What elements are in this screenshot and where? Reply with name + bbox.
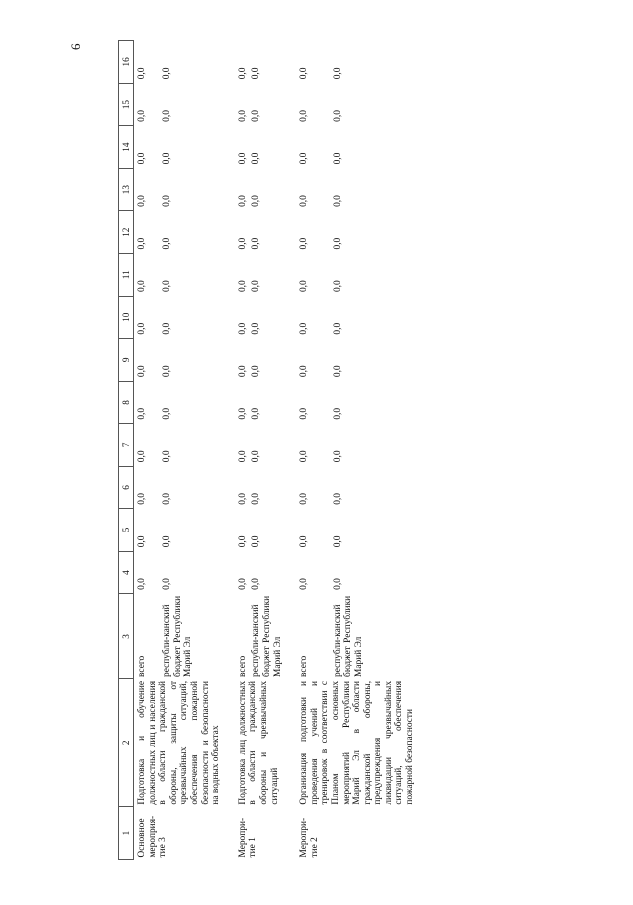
value-cell: 0,0 <box>237 365 248 378</box>
value-cell: 0,0 <box>332 535 343 548</box>
block-spacer <box>222 41 235 860</box>
column-header: 11 <box>119 253 134 296</box>
value-cell: 0,0 <box>251 493 262 505</box>
value-cell: 0,0 <box>137 578 147 590</box>
value-cell: 0,0 <box>137 365 147 378</box>
value-cell: 0,0 <box>299 110 310 122</box>
column-header: 9 <box>119 339 134 382</box>
value-cell: 0,0 <box>299 365 310 378</box>
value-cell: 0,0 <box>299 407 310 420</box>
value-cell: 0,0 <box>237 450 248 463</box>
table-row <box>235 41 249 860</box>
value-cell: 0,0 <box>161 365 172 378</box>
value-cell: 0,0 <box>332 322 343 335</box>
column-header: 13 <box>119 168 134 211</box>
value-cell: 0,0 <box>332 578 343 590</box>
budget-table-sheet <box>118 40 538 860</box>
value-cell: 0,0 <box>332 67 343 80</box>
value-cell: 0,0 <box>137 450 147 463</box>
value-cell: 0,0 <box>251 322 262 335</box>
column-header: 14 <box>119 126 134 169</box>
value-cell: 0,0 <box>237 67 248 80</box>
value-cell: 0,0 <box>251 110 262 122</box>
value-cell: 0,0 <box>299 280 310 293</box>
column-header: 10 <box>119 296 134 339</box>
measure-title-cell: Подготовка и обучение должностных лиц и населения в области гражданской обороны, защиты от чрезвычайных ситуаций, обеспечения пожарной безопасности и безопасности на водных объектах <box>137 680 222 805</box>
value-cell: 0,0 <box>237 152 248 165</box>
value-cell: 0,0 <box>137 152 147 165</box>
value-cell: 0,0 <box>299 578 310 590</box>
value-cell: 0,0 <box>251 365 262 378</box>
value-cell: 0,0 <box>332 237 343 250</box>
value-cell: 0,0 <box>299 195 310 207</box>
value-cell: 0,0 <box>299 322 310 335</box>
value-cell: 0,0 <box>299 535 310 548</box>
table-row <box>296 41 330 860</box>
value-cell: 0,0 <box>161 237 172 250</box>
table-body <box>134 41 416 860</box>
value-cell: 0,0 <box>332 110 343 122</box>
column-header: 7 <box>119 424 134 467</box>
value-cell: 0,0 <box>237 195 248 207</box>
column-header: 8 <box>119 381 134 424</box>
value-cell: 0,0 <box>332 493 343 505</box>
value-cell: 0,0 <box>137 110 147 122</box>
column-header: 2 <box>119 679 134 807</box>
table-row <box>134 41 159 860</box>
column-header: 6 <box>119 466 134 509</box>
value-cell: 0,0 <box>251 152 262 165</box>
value-cell: 0,0 <box>251 578 262 590</box>
value-cell: 0,0 <box>161 450 172 463</box>
value-cell: 0,0 <box>137 195 147 207</box>
funding-source-cell: всего <box>237 655 248 677</box>
column-header: 15 <box>119 83 134 126</box>
value-cell: 0,0 <box>237 237 248 250</box>
value-cell: 0,0 <box>237 280 248 293</box>
value-cell: 0,0 <box>237 578 248 590</box>
funding-source-cell: республи-канский бюджет Республики Марий Эл <box>332 595 364 677</box>
value-cell: 0,0 <box>299 152 310 165</box>
column-header: 1 <box>119 807 134 860</box>
value-cell: 0,0 <box>299 67 310 80</box>
spacer-cell <box>283 41 296 860</box>
value-cell: 0,0 <box>161 493 172 505</box>
value-cell: 0,0 <box>332 280 343 293</box>
value-cell: 0,0 <box>137 322 147 335</box>
value-cell: 0,0 <box>251 67 262 80</box>
value-cell: 0,0 <box>161 152 172 165</box>
value-cell: 0,0 <box>251 195 262 207</box>
value-cell: 0,0 <box>137 407 147 420</box>
funding-source-cell: республи-канский бюджет Республики Марий Эл <box>251 595 283 677</box>
value-cell: 0,0 <box>137 535 147 548</box>
block-spacer <box>283 41 296 860</box>
value-cell: 0,0 <box>161 67 172 80</box>
value-cell: 0,0 <box>137 67 147 80</box>
value-cell: 0,0 <box>161 195 172 207</box>
value-cell: 0,0 <box>299 237 310 250</box>
value-cell: 0,0 <box>237 110 248 122</box>
value-cell: 0,0 <box>237 322 248 335</box>
value-cell: 0,0 <box>237 535 248 548</box>
value-cell: 0,0 <box>161 535 172 548</box>
measure-title-cell: Организация подготовки и проведения учений и тренировок в соответствии с Планом основных мероприятий Республики Марий Эл в области гражданской обороны, предупреждения и ликвидации чрезвычайных ситуаций, обеспечения пожарной безопасности <box>299 680 416 805</box>
column-header: 12 <box>119 211 134 254</box>
budget-table <box>118 40 416 860</box>
value-cell: 0,0 <box>161 578 172 590</box>
spacer-cell <box>222 41 235 860</box>
column-header: 16 <box>119 41 134 84</box>
value-cell: 0,0 <box>332 407 343 420</box>
value-cell: 0,0 <box>161 322 172 335</box>
value-cell: 0,0 <box>137 280 147 293</box>
value-cell: 0,0 <box>332 365 343 378</box>
measure-label-cell: Основное мероприя-тие 3 <box>137 815 169 858</box>
value-cell: 0,0 <box>161 407 172 420</box>
column-header: 5 <box>119 509 134 552</box>
value-cell: 0,0 <box>251 450 262 463</box>
column-header: 4 <box>119 551 134 594</box>
column-header: 3 <box>119 594 134 679</box>
header-row <box>119 41 134 860</box>
funding-source-cell: всего <box>137 655 147 677</box>
funding-source-cell: республи-канский бюджет Республики Марий Эл <box>161 595 194 677</box>
value-cell: 0,0 <box>161 280 172 293</box>
funding-source-cell: всего <box>299 655 310 677</box>
value-cell: 0,0 <box>251 535 262 548</box>
value-cell: 0,0 <box>299 450 310 463</box>
page-number: 6 <box>68 43 83 50</box>
value-cell: 0,0 <box>237 407 248 420</box>
value-cell: 0,0 <box>332 195 343 207</box>
value-cell: 0,0 <box>237 493 248 505</box>
value-cell: 0,0 <box>137 237 147 250</box>
value-cell: 0,0 <box>251 237 262 250</box>
value-cell: 0,0 <box>161 110 172 122</box>
measure-title-cell: Подготовка лиц должностных в области гражданской обороны и чрезвычайных ситуаций <box>237 680 280 805</box>
value-cell: 0,0 <box>251 407 262 420</box>
value-cell: 0,0 <box>299 493 310 505</box>
value-cell: 0,0 <box>332 450 343 463</box>
measure-label-cell: Меропри-тие 2 <box>299 817 320 858</box>
value-cell: 0,0 <box>251 280 262 293</box>
value-cell: 0,0 <box>332 152 343 165</box>
value-cell: 0,0 <box>137 493 147 505</box>
measure-label-cell: Меропри-тие 1 <box>237 817 259 858</box>
